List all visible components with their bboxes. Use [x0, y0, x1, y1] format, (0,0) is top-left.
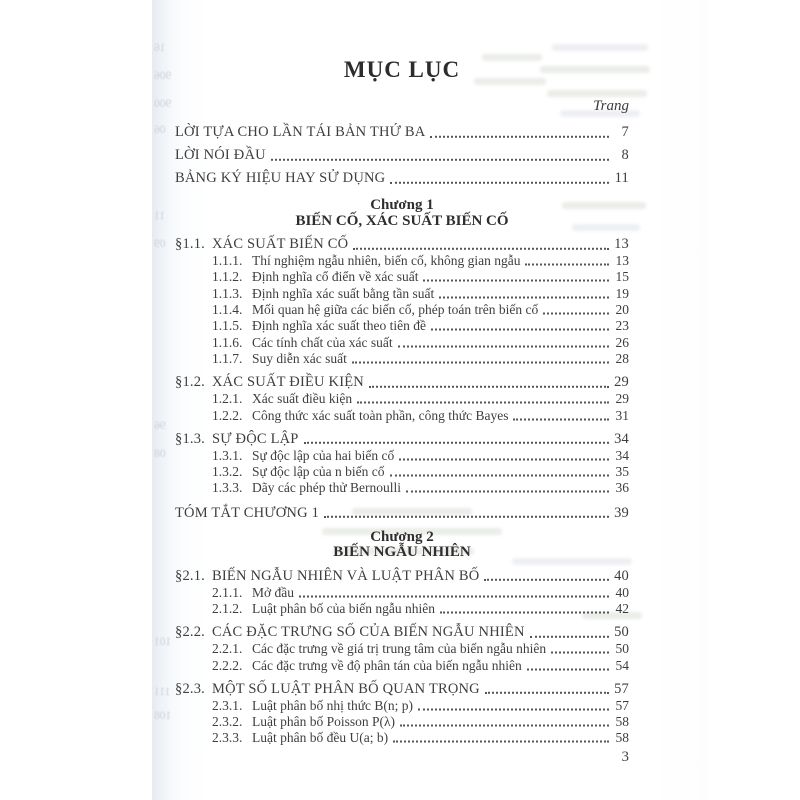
toc-entry-number: 1.2.2.: [212, 407, 243, 423]
dot-leader: [430, 135, 609, 137]
toc-entry-page: 13: [615, 253, 629, 269]
bleedthrough-number: 96: [154, 420, 166, 432]
dot-leader: [369, 385, 609, 387]
toc-entry-page: 36: [615, 480, 629, 496]
toc-entry-page: 34: [615, 447, 629, 463]
toc-entry-label: Dãy các phép thử Bernoulli: [252, 480, 402, 496]
toc-entry-label: Suy diễn xác suất: [252, 350, 347, 366]
toc-entry-label: XÁC SUẤT ĐIỀU KIỆN: [212, 374, 364, 391]
toc-entry: [175, 568, 629, 585]
toc-entry: [175, 431, 629, 448]
toc-entry-label: Sự độc lập của n biến cố: [252, 464, 385, 480]
toc-entry-page: 13: [614, 236, 629, 252]
dot-leader: [530, 635, 609, 637]
toc-entry: [175, 391, 629, 407]
toc-entry-page: 39: [614, 504, 629, 521]
toc-entry-number: 1.3.3.: [212, 480, 243, 496]
toc-entry: [175, 302, 629, 318]
chapter-entries: [175, 568, 629, 747]
toc-entry-label: Định nghĩa xác suất theo tiên đề: [252, 318, 426, 334]
toc-entry-number: 1.1.4.: [212, 302, 243, 318]
page-title: MỤC LỤC: [343, 57, 461, 82]
toc-entry-page: 28: [615, 350, 629, 366]
toc-entry-label: Định nghĩa cổ điển về xác suất: [252, 269, 419, 285]
bleedthrough-number: 101: [154, 636, 172, 648]
toc-entry-number: 1.1.6.: [212, 334, 243, 350]
chapter-block: [175, 530, 629, 747]
toc-entry-label: MỘT SỐ LUẬT PHÂN BỐ QUAN TRỌNG: [212, 680, 480, 697]
toc-entry-page: 57: [614, 680, 629, 697]
toc-entry-number: 1.3.1.: [212, 447, 243, 463]
toc-entry-page: 7: [621, 124, 629, 140]
chapter-block: [175, 198, 629, 522]
toc-entry: [175, 601, 629, 617]
toc-entry-number: 2.3.3.: [212, 730, 243, 746]
dot-leader: [431, 329, 609, 331]
toc-entry-front-matter: [175, 167, 629, 190]
toc-entry: [175, 448, 629, 464]
dot-leader: [527, 668, 609, 670]
toc-entry-number: 1.1.1.: [212, 253, 243, 269]
toc-entry-number: 2.2.1.: [212, 641, 243, 657]
toc-entry-page: 50: [615, 641, 629, 657]
toc-entry-page: 58: [615, 714, 629, 730]
dot-leader: [353, 247, 609, 249]
toc-entry-number: §1.3.: [175, 430, 205, 447]
toc-entry-number: 2.1.2.: [212, 601, 243, 616]
toc-entry-page: 29: [615, 391, 629, 407]
toc-entry-label: Các đặc trưng về giá trị trung tâm của biến ngẫu nhiên: [252, 641, 547, 657]
bleedthrough-number: 08: [154, 448, 166, 460]
toc-entry-number: §2.3.: [175, 680, 205, 697]
toc-entry-page: 58: [615, 730, 629, 746]
dot-leader: [390, 475, 609, 477]
dot-leader: [418, 708, 609, 710]
toc-entry-page: 54: [615, 657, 629, 673]
chapter-title: BIẾN CỐ, XÁC SUẤT BIẾN CỐ: [295, 212, 509, 229]
toc-entry-number: §1.2.: [175, 374, 205, 391]
toc-entry: [175, 351, 629, 367]
dot-leader: [299, 595, 609, 597]
toc-entry-label: TÓM TẮT CHƯƠNG 1: [175, 504, 320, 521]
toc-entry-number: 1.2.1.: [212, 391, 243, 407]
page-column-header: Trang: [593, 98, 629, 114]
bleedthrough-number: 906: [154, 70, 172, 82]
toc-entry: [175, 480, 629, 496]
toc-entry-label: Luật phân bố Poisson P(λ): [252, 714, 396, 730]
dot-leader: [484, 579, 609, 581]
chapter-heading: Chương 1: [370, 197, 434, 213]
toc-entry: [175, 318, 629, 334]
toc-entry-label: BIẾN NGẪU NHIÊN VÀ LUẬT PHÂN BỐ: [212, 567, 480, 584]
toc-entry-page: 40: [614, 567, 629, 584]
toc-entry-label: Mối quan hệ giữa các biến cố, phép toán trên biến cố: [252, 302, 539, 318]
dot-leader: [390, 181, 609, 183]
chapter-heading: Chương 2: [370, 528, 434, 545]
bleedthrough-number: 900: [154, 98, 172, 110]
toc-entry-page: 15: [615, 269, 629, 285]
bleedthrough-number: 11: [154, 210, 166, 222]
toc-entry-label: Các tính chất của xác suất: [252, 334, 393, 350]
toc-entry-page: 23: [615, 318, 629, 334]
toc-entry-label: Luật phân bố đều U(a; b): [252, 730, 389, 746]
toc-entry-page: 20: [615, 302, 629, 318]
toc-entry-label: Luật phân bố của biến ngẫu nhiên: [252, 601, 435, 616]
bleedthrough-number: 16: [154, 42, 166, 54]
toc-entry-number: 2.3.2.: [212, 714, 243, 730]
toc-entry: [175, 464, 629, 480]
dot-leader: [400, 725, 609, 727]
toc-entry-label: LỜI TỰA CHO LẦN TÁI BẢN THỨ BA: [175, 124, 426, 140]
toc-entry-number: §1.1.: [175, 236, 205, 252]
toc-entry-page: 34: [614, 430, 629, 447]
toc-entry-page: 35: [615, 464, 629, 480]
toc-entry-number: 2.3.1.: [212, 697, 243, 713]
chapter-title: BIẾN NGẪU NHIÊN: [333, 544, 471, 561]
toc-entry: [175, 505, 629, 522]
toc-entry-page: 57: [615, 697, 629, 713]
dot-leader: [393, 741, 609, 743]
toc-entry-label: Định nghĩa xác suất bằng tần suất: [252, 285, 435, 301]
dot-leader: [399, 458, 609, 460]
toc-entry-page: 26: [615, 334, 629, 350]
page-number: 3: [621, 749, 629, 765]
toc-content: [175, 0, 629, 747]
toc-entry-label: LỜI NÓI ĐẦU: [175, 147, 266, 163]
toc-entry-front-matter: [175, 121, 629, 144]
toc-entry-label: Công thức xác suất toàn phần, công thức Bayes: [252, 407, 509, 423]
toc-entry-page: 8: [621, 147, 629, 163]
toc-entry: [175, 236, 629, 253]
toc-entry: [175, 641, 629, 657]
toc-entry-page: 31: [615, 407, 629, 423]
dot-leader: [304, 442, 609, 444]
toc-entry-page: 19: [615, 285, 629, 301]
toc-entry-number: §2.2.: [175, 624, 205, 641]
toc-entry: [175, 698, 629, 714]
dot-leader: [525, 264, 609, 266]
toc-entry: [175, 585, 629, 601]
toc-entry: [175, 407, 629, 423]
toc-entry-label: CÁC ĐẶC TRƯNG SỐ CỦA BIẾN NGẪU NHIÊN: [212, 624, 525, 641]
dot-leader: [352, 361, 609, 363]
toc-entry-label: BẢNG KÝ HIỆU HAY SỬ DỤNG: [175, 170, 386, 186]
toc-entry-number: 1.1.7.: [212, 350, 243, 366]
dot-leader: [439, 296, 609, 298]
toc-entry: [175, 730, 629, 746]
front-matter-list: [175, 121, 629, 190]
toc-entry-label: Luật phân bố nhị thức B(n; p): [252, 697, 414, 713]
toc-entry-number: 1.1.3.: [212, 285, 243, 301]
toc-entry-label: SỰ ĐỘC LẬP: [212, 430, 299, 447]
dot-leader: [551, 652, 609, 654]
toc-entry-number: 1.1.5.: [212, 318, 243, 334]
toc-entry-label: Các đặc trưng về độ phân tán của biến ngẫu nhiên: [252, 657, 522, 673]
book-page: [152, 0, 708, 800]
toc-entry-number: 1.3.2.: [212, 464, 243, 480]
toc-entry-number: 2.2.2.: [212, 657, 243, 673]
toc-entry: [175, 681, 629, 698]
toc-entry-label: Xác suất điều kiện: [252, 391, 353, 407]
chapters-list: [175, 198, 629, 747]
toc-entry-number: 2.1.1.: [212, 584, 243, 600]
toc-entry-page: 50: [614, 624, 629, 641]
toc-entry-label: XÁC SUẤT BIẾN CỐ: [212, 236, 349, 252]
dot-leader: [513, 418, 609, 420]
toc-entry-label: Thí nghiệm ngẫu nhiên, biến cố, không gian ngẫu: [252, 253, 521, 269]
toc-entry-number: §2.1.: [175, 567, 205, 584]
dot-leader: [324, 516, 609, 518]
toc-entry: [175, 374, 629, 391]
dot-leader: [423, 280, 609, 282]
toc-entry: [175, 714, 629, 730]
dot-leader: [357, 402, 609, 404]
bleedthrough-number: 111: [154, 686, 171, 698]
chapter-entries: [175, 236, 629, 522]
dot-leader: [398, 345, 609, 347]
toc-entry: [175, 269, 629, 285]
dot-leader: [543, 313, 609, 315]
toc-entry-page: 11: [614, 170, 629, 186]
toc-entry-page: 40: [615, 584, 629, 600]
toc-entry-page: 29: [614, 374, 629, 391]
toc-entry: [175, 657, 629, 673]
toc-entry: [175, 253, 629, 269]
toc-entry-label: Mở đầu: [252, 584, 295, 600]
toc-entry-number: 1.1.2.: [212, 269, 243, 285]
bleedthrough-number: 108: [154, 710, 172, 722]
dot-leader: [485, 692, 609, 694]
toc-entry: [175, 334, 629, 350]
toc-entry-front-matter: [175, 144, 629, 167]
bleedthrough-number: 09: [154, 238, 166, 250]
bleedthrough-number: 06: [154, 124, 166, 136]
toc-entry-page: 42: [615, 601, 629, 616]
toc-entry: [175, 286, 629, 302]
dot-leader: [440, 612, 609, 614]
toc-entry-label: Sự độc lập của hai biến cố: [252, 447, 395, 463]
dot-leader: [271, 158, 609, 160]
dot-leader: [406, 491, 609, 493]
toc-entry: [175, 624, 629, 641]
